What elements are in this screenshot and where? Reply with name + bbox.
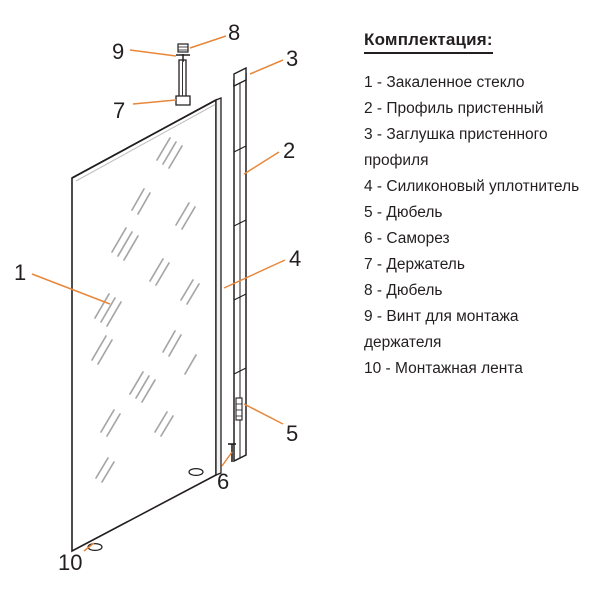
legend-item: 8 - Дюбель [364,282,443,299]
legend-title: Комплектация: [364,30,493,54]
leader-4 [224,260,285,288]
leader-7 [133,100,176,104]
callout-label-7: 7 [113,98,126,123]
leader-6 [222,452,232,466]
legend-item: 4 - Силиконовый уплотнитель [364,178,580,195]
callout-label-5: 5 [286,421,299,446]
leader-8 [190,36,226,48]
legend-item: 10 - Монтажная лента [364,360,523,377]
leader-9 [130,50,176,56]
silicone-seal [216,98,221,475]
leader-2 [244,152,279,174]
dowel [236,398,242,420]
legend-item: 1 - Закаленное стекло [364,74,525,91]
legend-list [364,70,596,382]
holder-dowel [178,44,188,52]
legend-item: 2 - Профиль пристенный [364,100,544,117]
callout-label-4: 4 [289,246,302,271]
callout-label-3: 3 [286,46,299,71]
callout-label-9: 9 [112,39,125,64]
callout-label-1: 1 [14,260,27,285]
callout-label-2: 2 [283,138,296,163]
leader-5 [244,404,283,424]
callout-label-6: 6 [217,469,230,494]
parts-legend [364,30,596,382]
callout-label-10: 10 [58,550,83,575]
legend-item: 3 - Заглушка пристенного профиля [364,126,548,169]
callout-label-8: 8 [228,20,241,45]
legend-item: 5 - Дюбель [364,204,443,221]
legend-item: 7 - Держатель [364,256,465,273]
leader-3 [250,60,283,74]
holder-screw [176,54,190,62]
legend-item: 6 - Саморез [364,230,450,247]
glass-panel [72,100,216,551]
legend-item: 9 - Винт для монтажа держателя [364,308,519,351]
holder [176,60,190,105]
